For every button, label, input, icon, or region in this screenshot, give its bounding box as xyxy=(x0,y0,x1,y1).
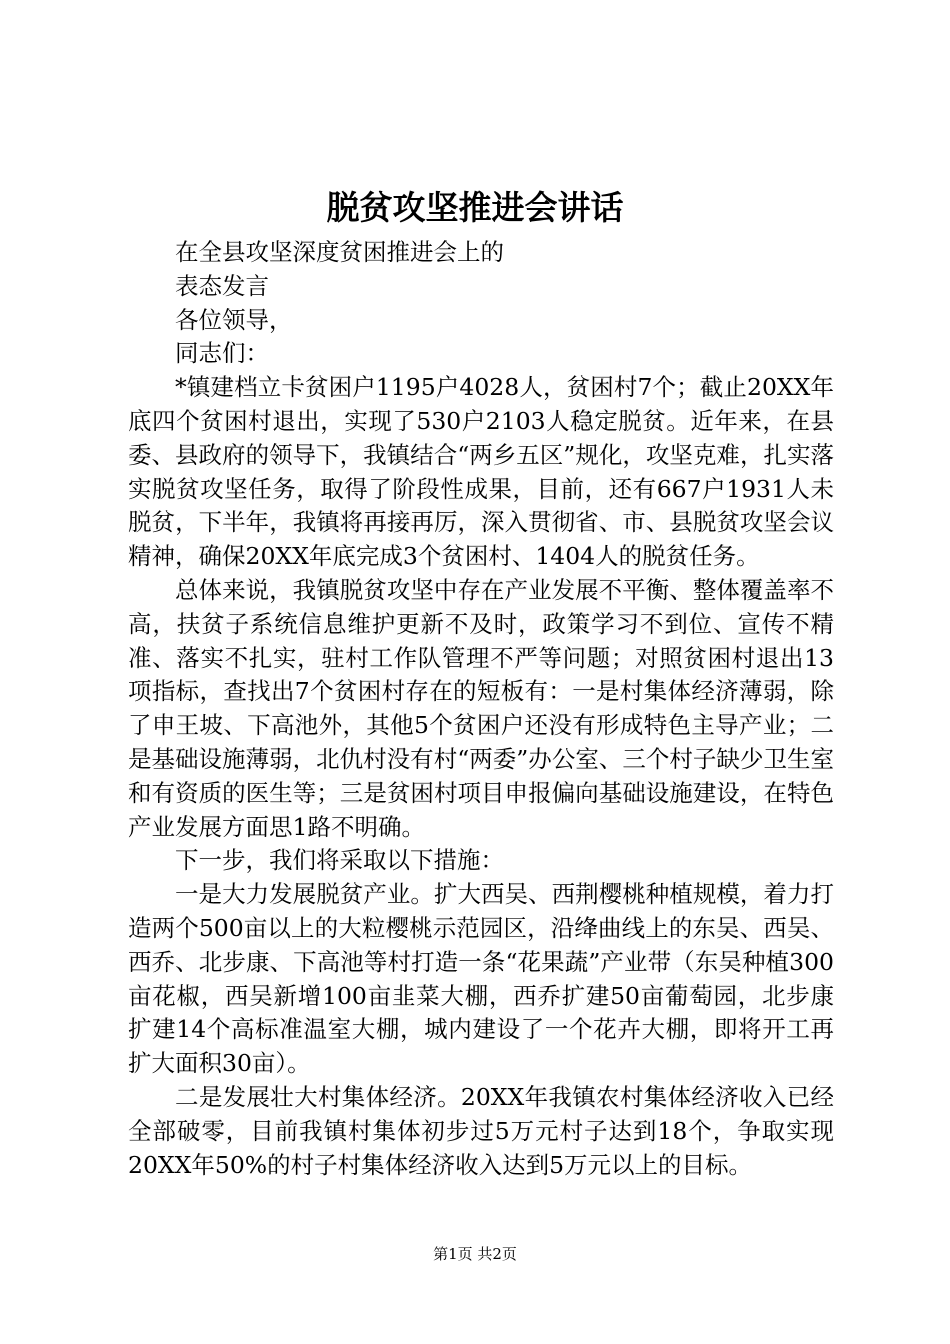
paragraph: 下一步，我们将采取以下措施： xyxy=(175,846,504,875)
paragraph: 同志们： xyxy=(175,339,269,368)
document-body xyxy=(128,236,834,1182)
paragraph: 在全县攻坚深度贫困推进会上的 xyxy=(175,238,504,266)
document-title: 脱贫攻坚推进会讲话 xyxy=(326,188,624,227)
paragraph: 总体来说，我镇脱贫攻坚中存在产业发展不平衡、整体覆盖率不高，扶贫子系统信息维护更新不及时，政策学习不到位、宣传不精准、落实不扎实，驻村工作队管理不严等问题；对照贫困村退出13项指标，查找出7个贫困村存在的短板有：一是村集体经济薄弱，除了申王坡、下高池外，其他5个贫困户还没有形成特色主导产业；二是基础设施薄弱，北仇村没有村“两委”办公室、三个村子缺少卫生室和有资质的医生等；三是贫困村项目申报偏向基础设施建设，在特色产业发展方面思1路不明确。 xyxy=(128,575,834,841)
paragraph: 二是发展壮大村集体经济。20XX年我镇农村集体经济收入已经全部破零，目前我镇村集体初步过5万元村子达到18个，争取实现20XX年50%的村子村集体经济收入达到5万元以上的目标。 xyxy=(128,1082,834,1179)
paragraph: 一是大力发展脱贫产业。扩大西吴、西荆樱桃种植规模，着力打造两个500亩以上的大粒樱桃示范园区，沿绛曲线上的东吴、西吴、西乔、北步康、下高池等村打造一条“花果蔬”产业带（东吴种植300亩花椒，西吴新增100亩韭菜大棚，西乔扩建50亩葡萄园，北步康扩建14个高标准温室大棚，城内建设了一个花卉大棚，即将开工再扩大面积30亩）。 xyxy=(128,880,834,1078)
page-number-footer: 第1页 共2页 xyxy=(433,1245,517,1263)
paragraph: 各位领导， xyxy=(175,305,293,334)
paragraph: *镇建档立卡贫困户1195户4028人，贫困村7个；截止20XX年底四个贫困村退出，实现了530户2103人稳定脱贫。近年来，在县委、县政府的领导下，我镇结合“两乡五区”规化，攻坚克难，扎实落实脱贫攻坚任务，取得了阶段性成果，目前，还有667户1931人未脱贫，下半年，我镇将再接再厉，深入贯彻省、市、县脱贫攻坚会议精神，确保20XX年底完成3个贫困村、1404人的脱贫任务。 xyxy=(128,373,834,571)
paragraph: 表态发言 xyxy=(175,271,269,300)
